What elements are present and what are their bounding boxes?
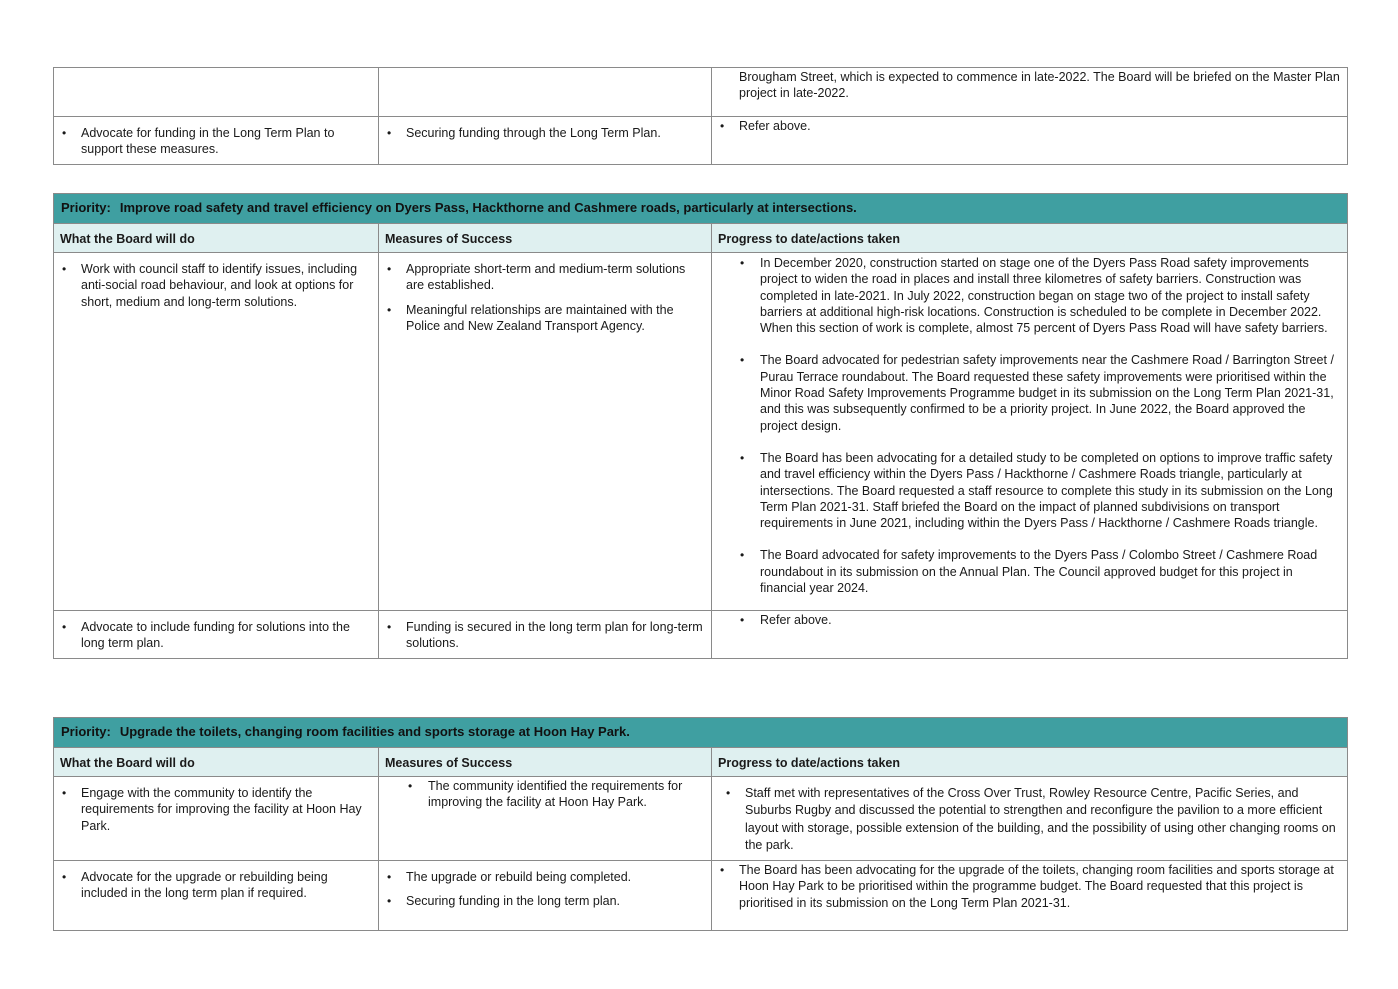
what-board-will-do-cell (54, 777, 379, 861)
list-item: • The Board advocated for safety improvements to the Dyers Pass / Colombo Street / Cashmere Road roundabout in its submission on the Annual Plan. The Council approved budget for this project in financial year 2024. (718, 547, 1341, 596)
measures-of-success-cell (379, 777, 712, 861)
list-item: • Advocate for the upgrade or rebuilding being included in the long term plan if required. (60, 869, 372, 902)
list-item: • Funding is secured in the long term plan for long-term solutions. (385, 619, 705, 652)
list-item: • The Board advocated for pedestrian safety improvements near the Cashmere Road / Barrington Street / Purau Terrace roundabout. The Board requested these safety improvements were prioritised within the Minor Road Safety Improvements Programme budget in its submission on the Long Term Plan 2021-31, and this was subsequently confirmed to be a priority project. In June 2022, the Board approved the project design. (718, 352, 1341, 433)
progress-cell (712, 117, 1348, 165)
list-item: • Securing funding in the long term plan. (385, 893, 705, 909)
list-item: • The community identified the requirements for improving the facility at Hoon Hay Park. (385, 778, 705, 811)
table-row (54, 611, 1348, 659)
priority-table-road-safety (53, 193, 1348, 659)
measures-of-success-cell (379, 117, 712, 165)
list-item: • Appropriate short-term and medium-term solutions are established. (385, 261, 705, 294)
priority-text: Upgrade the toilets, changing room facilities and sports storage at Hoon Hay Park. (119, 724, 630, 740)
column-header: Progress to date/actions taken (712, 748, 1348, 777)
what-board-will-do-cell (54, 611, 379, 659)
list-item: • In December 2020, construction started on stage one of the Dyers Pass Road safety improvements project to widen the road in places and install three kilometres of safety barriers. Construction was completed in late-2021. In July 2022, construction began on stage two of the project to install safety barriers at additional high-risk locations. Construction is scheduled to be complete in December 2022. When this section of work is complete, almost 75 percent of Dyers Pass Road will have safety barriers. (718, 255, 1341, 336)
table-row (54, 117, 1348, 165)
progress-cell (712, 68, 1348, 117)
priority-row (54, 718, 1348, 748)
list-item: • Securing funding through the Long Term Plan. (385, 125, 705, 141)
list-item: • The Board has been advocating for the upgrade of the toilets, changing room facilities and sports storage at Hoon Hay Park to be prioritised within the programme budget. The Board requested that this project is prioritised in its submission on the Long Term Plan 2021-31. (718, 862, 1341, 911)
header-row (54, 224, 1348, 253)
priority-text: Improve road safety and travel efficiency on Dyers Pass, Hackthorne and Cashmere roads, particularly at intersections. (119, 200, 857, 216)
measures-of-success-cell (379, 253, 712, 611)
what-board-will-do-cell (54, 68, 379, 117)
list-item: • The upgrade or rebuild being completed. (385, 869, 705, 885)
table-row (54, 777, 1348, 861)
header-row (54, 748, 1348, 777)
list-item: • Engage with the community to identify the requirements for improving the facility at Hoon Hay Park. (60, 785, 372, 834)
column-header: Measures of Success (379, 224, 712, 253)
list-item: • The Board has been advocating for a detailed study to be completed on options to improve traffic safety and travel efficiency within the Dyers Pass / Hackthorne / Cashmere Roads triangle, particularly at intersections. The Board requested a staff resource to complete this study in its submission on the Long Term Plan 2021-31. Staff briefed the Board on the impact of planned subdivisions on transport requirements in June 2021, including within the Dyers Pass / Hackthorne / Cashmere Roads triangle. (718, 450, 1341, 531)
progress-cell (712, 861, 1348, 931)
table-continued (53, 67, 1348, 165)
list-item: • Work with council staff to identify issues, including anti-social road behaviour, and look at options for short, medium and long-term solutions. (60, 261, 372, 310)
column-header: What the Board will do (54, 224, 379, 253)
priority-row (54, 194, 1348, 224)
table-row (54, 253, 1348, 611)
measures-of-success-cell (379, 611, 712, 659)
list-item: • Refer above. (718, 118, 1341, 134)
progress-cell (712, 777, 1348, 861)
list-item: • Meaningful relationships are maintained with the Police and New Zealand Transport Agency. (385, 302, 705, 335)
progress-cell (712, 611, 1348, 659)
what-board-will-do-cell (54, 117, 379, 165)
priority-heading (54, 718, 1348, 748)
column-header: Measures of Success (379, 748, 712, 777)
list-item: • Staff met with representatives of the Cross Over Trust, Rowley Resource Centre, Pacific Series, and Suburbs Rugby and discussed the potential to strengthen and reconfigure the pavilion to a more efficient layout with storage, possible extension of the building, and the possibility of using other changing rooms on the park. (724, 785, 1341, 854)
progress-cell (712, 253, 1348, 611)
measures-of-success-cell (379, 861, 712, 931)
table-row (54, 861, 1348, 931)
priority-label: Priority: (61, 200, 111, 216)
measures-of-success-cell (379, 68, 712, 117)
priority-heading (54, 194, 1348, 224)
list-item: • Advocate to include funding for solutions into the long term plan. (60, 619, 372, 652)
progress-text: Brougham Street, which is expected to commence in late-2022. The Board will be briefed on the Master Plan project in late-2022. (739, 70, 1340, 101)
priority-label: Priority: (61, 724, 111, 740)
column-header: What the Board will do (54, 748, 379, 777)
what-board-will-do-cell (54, 253, 379, 611)
list-item: • Advocate for funding in the Long Term Plan to support these measures. (60, 125, 372, 158)
what-board-will-do-cell (54, 861, 379, 931)
column-header: Progress to date/actions taken (712, 224, 1348, 253)
priority-table-hoon-hay-park (53, 717, 1348, 931)
list-item: • Refer above. (718, 612, 1341, 628)
table-row (54, 68, 1348, 117)
